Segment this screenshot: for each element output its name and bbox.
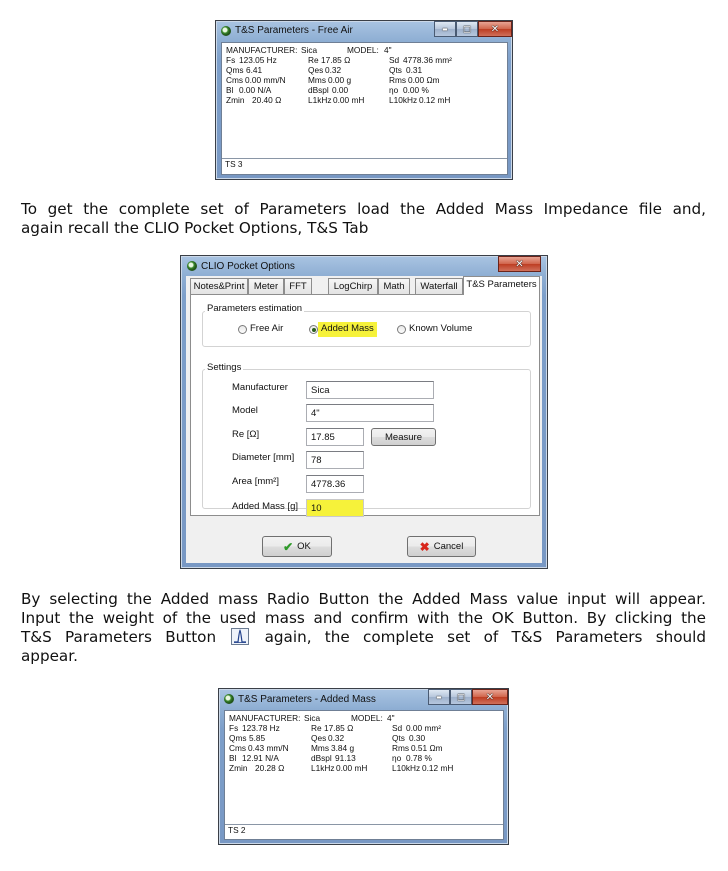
instruction-paragraph-1: [21, 200, 706, 238]
paragraph-line: [21, 628, 706, 647]
bl-value: 0.00 N/A: [239, 85, 272, 95]
bl-value: 12.91 N/A: [242, 753, 279, 763]
status-text: TS 3: [225, 159, 243, 169]
status-bar: [222, 158, 507, 175]
close-button[interactable]: [478, 21, 512, 37]
re-label: Re: [308, 55, 319, 65]
tab-meter[interactable]: Meter: [248, 278, 284, 294]
tab-logchirp[interactable]: LogChirp: [328, 278, 378, 294]
checkmark-icon: ✔: [283, 539, 294, 554]
mms-value: 3.84 g: [331, 743, 355, 753]
cms-value: 0.00 mm/N: [245, 75, 286, 85]
diameter-label: Diameter [mm]: [232, 452, 295, 463]
qts-label: Qts: [389, 65, 402, 75]
l1khz-label: L1kHz: [308, 95, 332, 105]
qms-label: Qms: [229, 733, 247, 743]
window-title: T&S Parameters - Added Mass: [238, 694, 376, 705]
model-input[interactable]: [306, 404, 434, 422]
cancel-button[interactable]: [407, 536, 476, 557]
parameters-panel: [221, 42, 508, 175]
manufacturer-label: Manufacturer: [232, 382, 288, 393]
mms-value: 0.00 g: [328, 75, 352, 85]
zmin-value: 20.28 Ω: [255, 763, 285, 773]
rms-value: 0.51 Ωm: [411, 743, 443, 753]
tab-ts-parameters[interactable]: T&S Parameters: [463, 276, 540, 295]
qms-label: Qms: [226, 65, 244, 75]
window-titlebar[interactable]: [216, 21, 512, 41]
added-mass-label[interactable]: Added Mass: [318, 322, 377, 337]
diameter-input[interactable]: [306, 451, 364, 469]
minimize-icon: ▬: [436, 693, 442, 701]
known-volume-radio[interactable]: [397, 325, 406, 334]
model-label: MODEL:: [347, 45, 379, 55]
sd-label: Sd: [389, 55, 400, 65]
paragraph-line-end: again, the complete set of T&S Parameters should: [264, 628, 707, 646]
parameters-estimation-legend: Parameters estimation: [207, 303, 303, 314]
cancel-button-label: Cancel: [433, 541, 464, 552]
tab-waterfall[interactable]: Waterfall: [415, 278, 463, 294]
qts-value: 0.30: [409, 733, 426, 743]
l10khz-label: L10kHz: [389, 95, 418, 105]
window-titlebar[interactable]: [219, 689, 508, 709]
status-text: TS 2: [228, 825, 246, 835]
ts-parameters-panel: [190, 294, 540, 516]
re-input[interactable]: [306, 428, 364, 446]
manufacturer-value: Sica: [304, 713, 321, 723]
area-label: Area [mm²]: [232, 476, 279, 487]
minimize-icon: ▬: [442, 25, 448, 33]
dialog-close-button[interactable]: [498, 256, 541, 272]
fs-value: 123.78 Hz: [242, 723, 280, 733]
re-value: 17.85 Ω: [324, 723, 354, 733]
known-volume-label[interactable]: Known Volume: [409, 323, 473, 334]
cms-label: Cms: [229, 743, 247, 753]
dbspl-value: 91.13: [335, 753, 356, 763]
manufacturer-input[interactable]: [306, 381, 434, 399]
fs-label: Fs: [226, 55, 236, 65]
mms-label: Mms: [308, 75, 326, 85]
added-mass-input[interactable]: [306, 499, 364, 517]
paragraph-line: appear.: [21, 647, 78, 665]
dbspl-label: dBspl: [308, 85, 329, 95]
cancel-x-icon: ✖: [419, 539, 430, 554]
l1khz-label: L1kHz: [311, 763, 335, 773]
dbspl-label: dBspl: [311, 753, 332, 763]
efficiency-value: 0.00 %: [403, 85, 429, 95]
status-bar: [225, 824, 503, 841]
cms-label: Cms: [226, 75, 244, 85]
tab-strip: [190, 277, 540, 295]
sd-value: 4778.36 mm²: [403, 55, 452, 65]
ok-button-label: OK: [297, 541, 311, 552]
maximize-button[interactable]: [456, 21, 478, 37]
close-icon: ✕: [515, 258, 524, 270]
paragraph-line: By selecting the Added mass Radio Button the Added Mass value input will appear.: [21, 590, 706, 608]
qts-value: 0.31: [406, 65, 423, 75]
added-mass-radio[interactable]: [309, 325, 318, 334]
rms-label: Rms: [389, 75, 407, 85]
rms-value: 0.00 Ωm: [408, 75, 440, 85]
settings-legend: Settings: [207, 362, 242, 373]
fs-value: 123.05 Hz: [239, 55, 277, 65]
manufacturer-label: MANUFACTURER:: [226, 45, 298, 55]
qes-label: Qes: [311, 733, 327, 743]
re-value: 17.85 Ω: [321, 55, 351, 65]
ts-parameters-button-icon: [231, 628, 249, 645]
paragraph-line-start: T&S Parameters Button: [21, 628, 217, 646]
minimize-button[interactable]: [434, 21, 456, 37]
clio-app-icon: [221, 26, 231, 36]
measure-button[interactable]: [371, 428, 436, 446]
dbspl-value: 0.00: [332, 85, 349, 95]
l1khz-value: 0.00 mH: [333, 95, 365, 105]
free-air-radio[interactable]: [238, 325, 247, 334]
maximize-button[interactable]: [450, 689, 472, 705]
ts-parameters-free-air-window: [215, 20, 513, 180]
paragraph-line: To get the complete set of Parameters load the Added Mass Impedance file and,: [21, 200, 706, 218]
free-air-label[interactable]: Free Air: [250, 323, 284, 334]
paragraph-line: Input the weight of the used mass and confirm with the OK Button. By clicking the: [21, 609, 706, 627]
close-icon: ✕: [490, 23, 500, 35]
qts-label: Qts: [392, 733, 405, 743]
ts-parameters-added-mass-window: [218, 688, 509, 845]
bl-label: Bl: [229, 753, 237, 763]
area-input[interactable]: [306, 475, 364, 493]
ok-button[interactable]: [262, 536, 332, 557]
added-mass-field-label: Added Mass [g]: [232, 501, 299, 512]
manufacturer-label: MANUFACTURER:: [229, 713, 301, 723]
l10khz-label: L10kHz: [392, 763, 421, 773]
re-label: Re [Ω]: [232, 429, 260, 440]
clio-app-icon: [187, 261, 197, 271]
l1khz-value: 0.00 mH: [336, 763, 368, 773]
close-icon: ✕: [485, 691, 495, 703]
zmin-label: Zmin: [229, 763, 248, 773]
sd-label: Sd: [392, 723, 403, 733]
zmin-label: Zmin: [226, 95, 245, 105]
cms-value: 0.43 mm/N: [248, 743, 289, 753]
qms-value: 5.85: [249, 733, 266, 743]
sd-value: 0.00 mm²: [406, 723, 442, 733]
qes-label: Qes: [308, 65, 324, 75]
tab-math[interactable]: Math: [378, 278, 410, 294]
model-value: 4": [387, 713, 395, 723]
qes-value: 0.32: [325, 65, 342, 75]
efficiency-label: ηo: [392, 753, 402, 763]
tab-notes-print[interactable]: Notes&Print: [190, 278, 248, 294]
window-title: T&S Parameters - Free Air: [235, 25, 353, 36]
close-button[interactable]: [472, 689, 508, 705]
model-label: Model: [232, 405, 258, 416]
model-value: 4": [384, 45, 392, 55]
fs-label: Fs: [229, 723, 239, 733]
measure-button-label: Measure: [385, 431, 422, 443]
re-label: Re: [311, 723, 322, 733]
l10khz-value: 0.12 mH: [422, 763, 454, 773]
mms-label: Mms: [311, 743, 329, 753]
rms-label: Rms: [392, 743, 410, 753]
maximize-icon: ◻: [456, 691, 466, 703]
l10khz-value: 0.12 mH: [419, 95, 451, 105]
efficiency-label: ηo: [389, 85, 399, 95]
parameters-panel: [224, 710, 504, 840]
clio-app-icon: [224, 694, 234, 704]
dialog-body: [186, 276, 542, 563]
bl-label: Bl: [226, 85, 234, 95]
dialog-titlebar[interactable]: [181, 256, 547, 276]
dialog-title: CLIO Pocket Options: [201, 261, 295, 272]
model-label: MODEL:: [351, 713, 383, 723]
qes-value: 0.32: [328, 733, 345, 743]
efficiency-value: 0.78 %: [406, 753, 432, 763]
tab-fft[interactable]: FFT: [284, 278, 312, 294]
minimize-button[interactable]: [428, 689, 450, 705]
clio-pocket-options-dialog: [180, 255, 548, 569]
maximize-icon: ◻: [462, 23, 472, 35]
zmin-value: 20.40 Ω: [252, 95, 282, 105]
instruction-paragraph-2: [21, 590, 706, 666]
qms-value: 6.41: [246, 65, 263, 75]
paragraph-line: again recall the CLIO Pocket Options, T&S Tab: [21, 219, 369, 237]
manufacturer-value: Sica: [301, 45, 318, 55]
